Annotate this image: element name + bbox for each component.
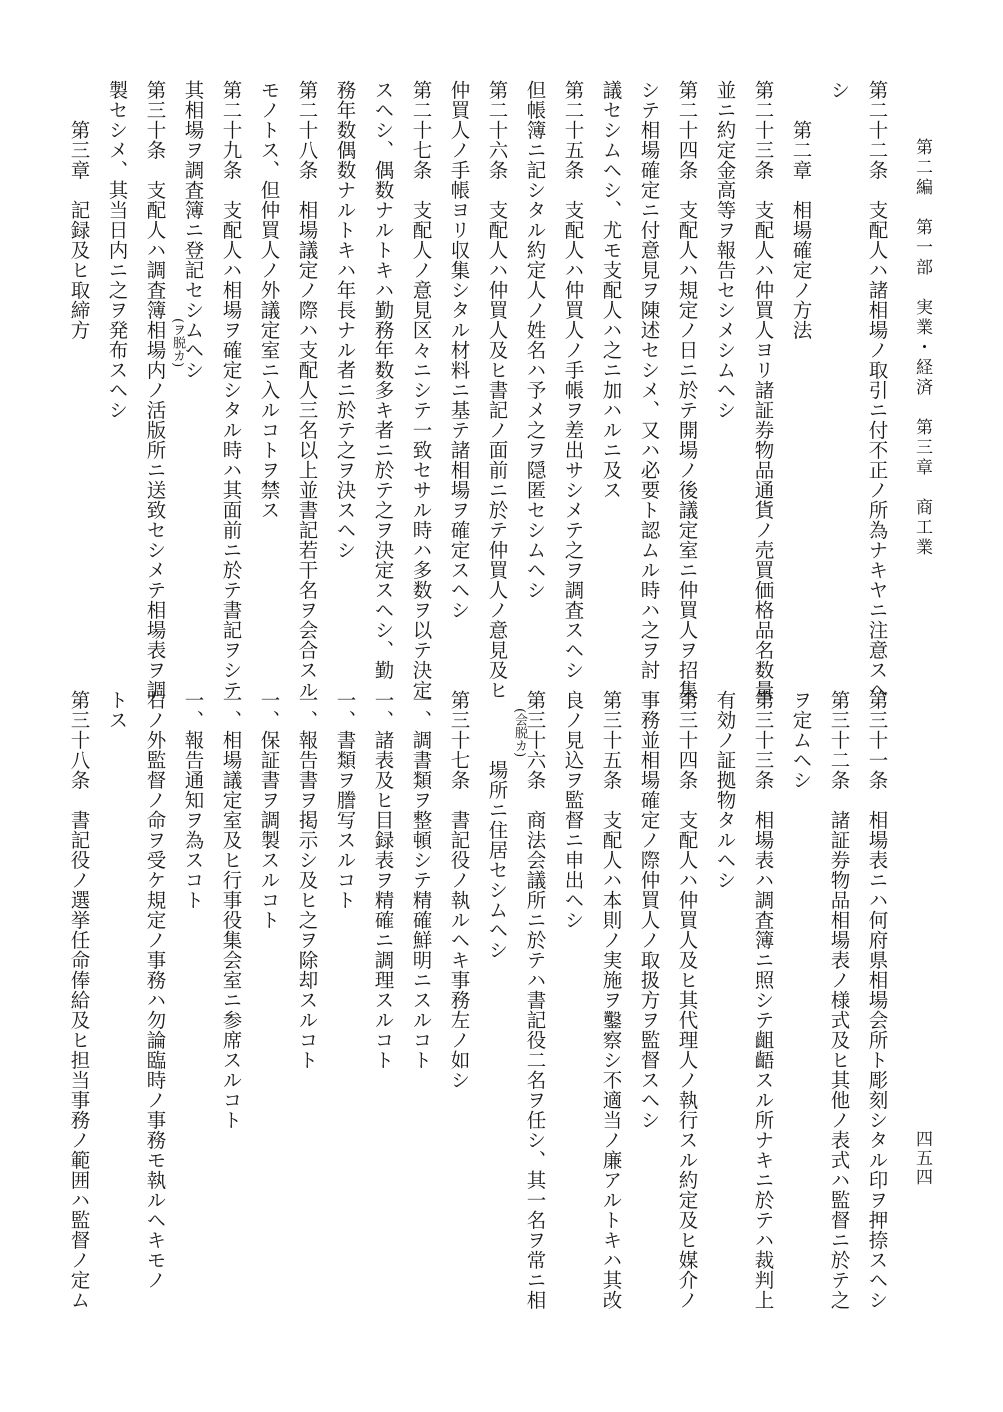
text-column: 第三十一条 相場表ニハ何府県相場会所ト彫刻シタル印ヲ押捺スヘシ [865, 690, 889, 1310]
text-column: 右ノ外監督ノ命ヲ受ケ規定ノ事務ハ勿論臨時ノ事務モ執ルヘキモノ [143, 690, 167, 1290]
list-item: 一、保証書ヲ調製スルコト [257, 690, 281, 930]
text-column: シテ相場確定ニ付意見ヲ陳述セシメ、又ハ必要ト認ムル時ハ之ヲ討 [637, 80, 661, 680]
text-column: 第二十四条 支配人ハ規定ノ日ニ於テ開場ノ後議定室ニ仲買人ヲ招集 [675, 80, 699, 700]
text-column: 第二十七条 支配人ノ意見区々ニシテ一致セサル時ハ多数ヲ以テ決定 [409, 80, 433, 700]
text-column: 第三十二条 諸証券物品相場表ノ様式及ヒ其他ノ表式ハ監督ニ於テ之 [827, 690, 851, 1310]
running-head: 第二編 第一部 実業・経済 第三章 商工業 [912, 138, 932, 558]
text-column: 製セシメ、其当日内ニ之ヲ発布スヘシ [105, 80, 129, 420]
text-column: 第三十三条 相場表ハ調査簿ニ照シテ齟齬スル所ナキニ於テハ裁判上 [751, 690, 775, 1310]
text-column: 第二十三条 支配人ハ仲買人ヨリ諸証券物品通貨ノ売買価格品名数量 [751, 80, 775, 700]
text-column: 並ニ約定金高等ヲ報告セシメシムヘシ [713, 80, 737, 420]
text-column: 第三十八条 書記役ノ選挙任命俸給及ヒ担当事務ノ範囲ハ監督ノ定ム [67, 690, 91, 1310]
text-column: 第二十五条 支配人ハ仲買人ノ手帳ヲ差出サシメテ之ヲ調査スヘシ [561, 80, 585, 680]
text-column: トス [105, 690, 129, 730]
text-column: シ [827, 80, 851, 100]
text-column: 場所ニ住居セシムヘシ [485, 760, 509, 960]
chapter-heading: 第二章 相場確定ノ方法 [789, 80, 813, 340]
text-column: 第三十七条 書記役ノ執ルヘキ事務左ノ如シ [447, 690, 471, 1090]
list-item: 一、報告通知ヲ為スコト [181, 690, 205, 910]
text-column: 第三十五条 支配人ハ本則ノ実施ヲ鑿察シ不適当ノ廉アルトキハ其改 [599, 690, 623, 1310]
editorial-note: (会脱カ) [512, 708, 527, 758]
text-column: 但帳簿ニ記シタル約定人ノ姓名ハ予メ之ヲ隠匿セシムヘシ [523, 80, 547, 600]
list-item: 一、調書類ヲ整頓シテ精確鮮明ニスルコト [409, 690, 433, 1070]
text-column: 其相場ヲ調査簿ニ登記セシムヘシ [181, 80, 205, 380]
list-item: 一、報告書ヲ掲示シ及ヒ之ヲ除却スルコト [295, 690, 319, 1070]
text-column: 第二十九条 支配人ハ相場ヲ確定シタル時ハ其面前ニ於テ書記ヲシテ [219, 80, 243, 700]
text-column: 第二十二条 支配人ハ諸相場ノ取引ニ付不正ノ所為ナキヤニ注意スヘ [865, 80, 889, 700]
text-column: スヘシ、偶数ナルトキハ勤務年数多キ者ニ於テ之ヲ決定スヘシ、勤 [371, 80, 395, 680]
text-column: ヲ定ムヘシ [789, 690, 813, 790]
text-column: 務年数偶数ナルトキハ年長ナル者ニ於テ之ヲ決スヘシ [333, 80, 357, 560]
list-item: 一、書類ヲ謄写スルコト [333, 690, 357, 910]
editorial-note: (ヲ脱カ) [170, 318, 185, 368]
text-column: モノトス、但仲買人ノ外議定室ニ入ルコトヲ禁ス [257, 80, 281, 520]
text-column: 事務並相場確定ノ際仲買人ノ取扱方ヲ監督スヘシ [637, 690, 661, 1130]
text-column: 第三十条 支配人ハ調査簿相場内ノ活版所ニ送致セシメテ相場表ヲ調 [143, 80, 167, 700]
text-column: 議セシムヘシ、尤モ支配人ハ之ニ加ハルニ及ス [599, 80, 623, 500]
chapter-heading: 第三章 記録及ヒ取締方 [67, 80, 91, 340]
text-column: 第二十六条 支配人ハ仲買人及ヒ書記ノ面前ニ於テ仲買人ノ意見及ヒ [485, 80, 509, 700]
page-number: 四五四 [912, 1130, 932, 1187]
text-column: 第三十四条 支配人ハ仲買人及ヒ其代理人ノ執行スル約定及ヒ媒介ノ [675, 690, 699, 1310]
text-column: 良ノ見込ヲ監督ニ申出ヘシ [561, 690, 585, 930]
list-item: 一、諸表及ヒ目録表ヲ精確ニ調理スルコト [371, 690, 395, 1070]
list-item: 一、相場議定室及ヒ行事役集会室ニ参席スルコト [219, 690, 243, 1130]
text-column: 有効ノ証拠物タルヘシ [713, 690, 737, 890]
text-column: 第二十八条 相場議定ノ際ハ支配人三名以上並書記若干名ヲ会合スル [295, 80, 319, 700]
text-column: 仲買人ノ手帳ヨリ収集シタル材料ニ基テ諸相場ヲ確定スヘシ [447, 80, 471, 620]
text-column: 第三十六条 商法会議所ニ於テハ書記役二名ヲ任シ、其一名ヲ常ニ相 [523, 690, 547, 1310]
